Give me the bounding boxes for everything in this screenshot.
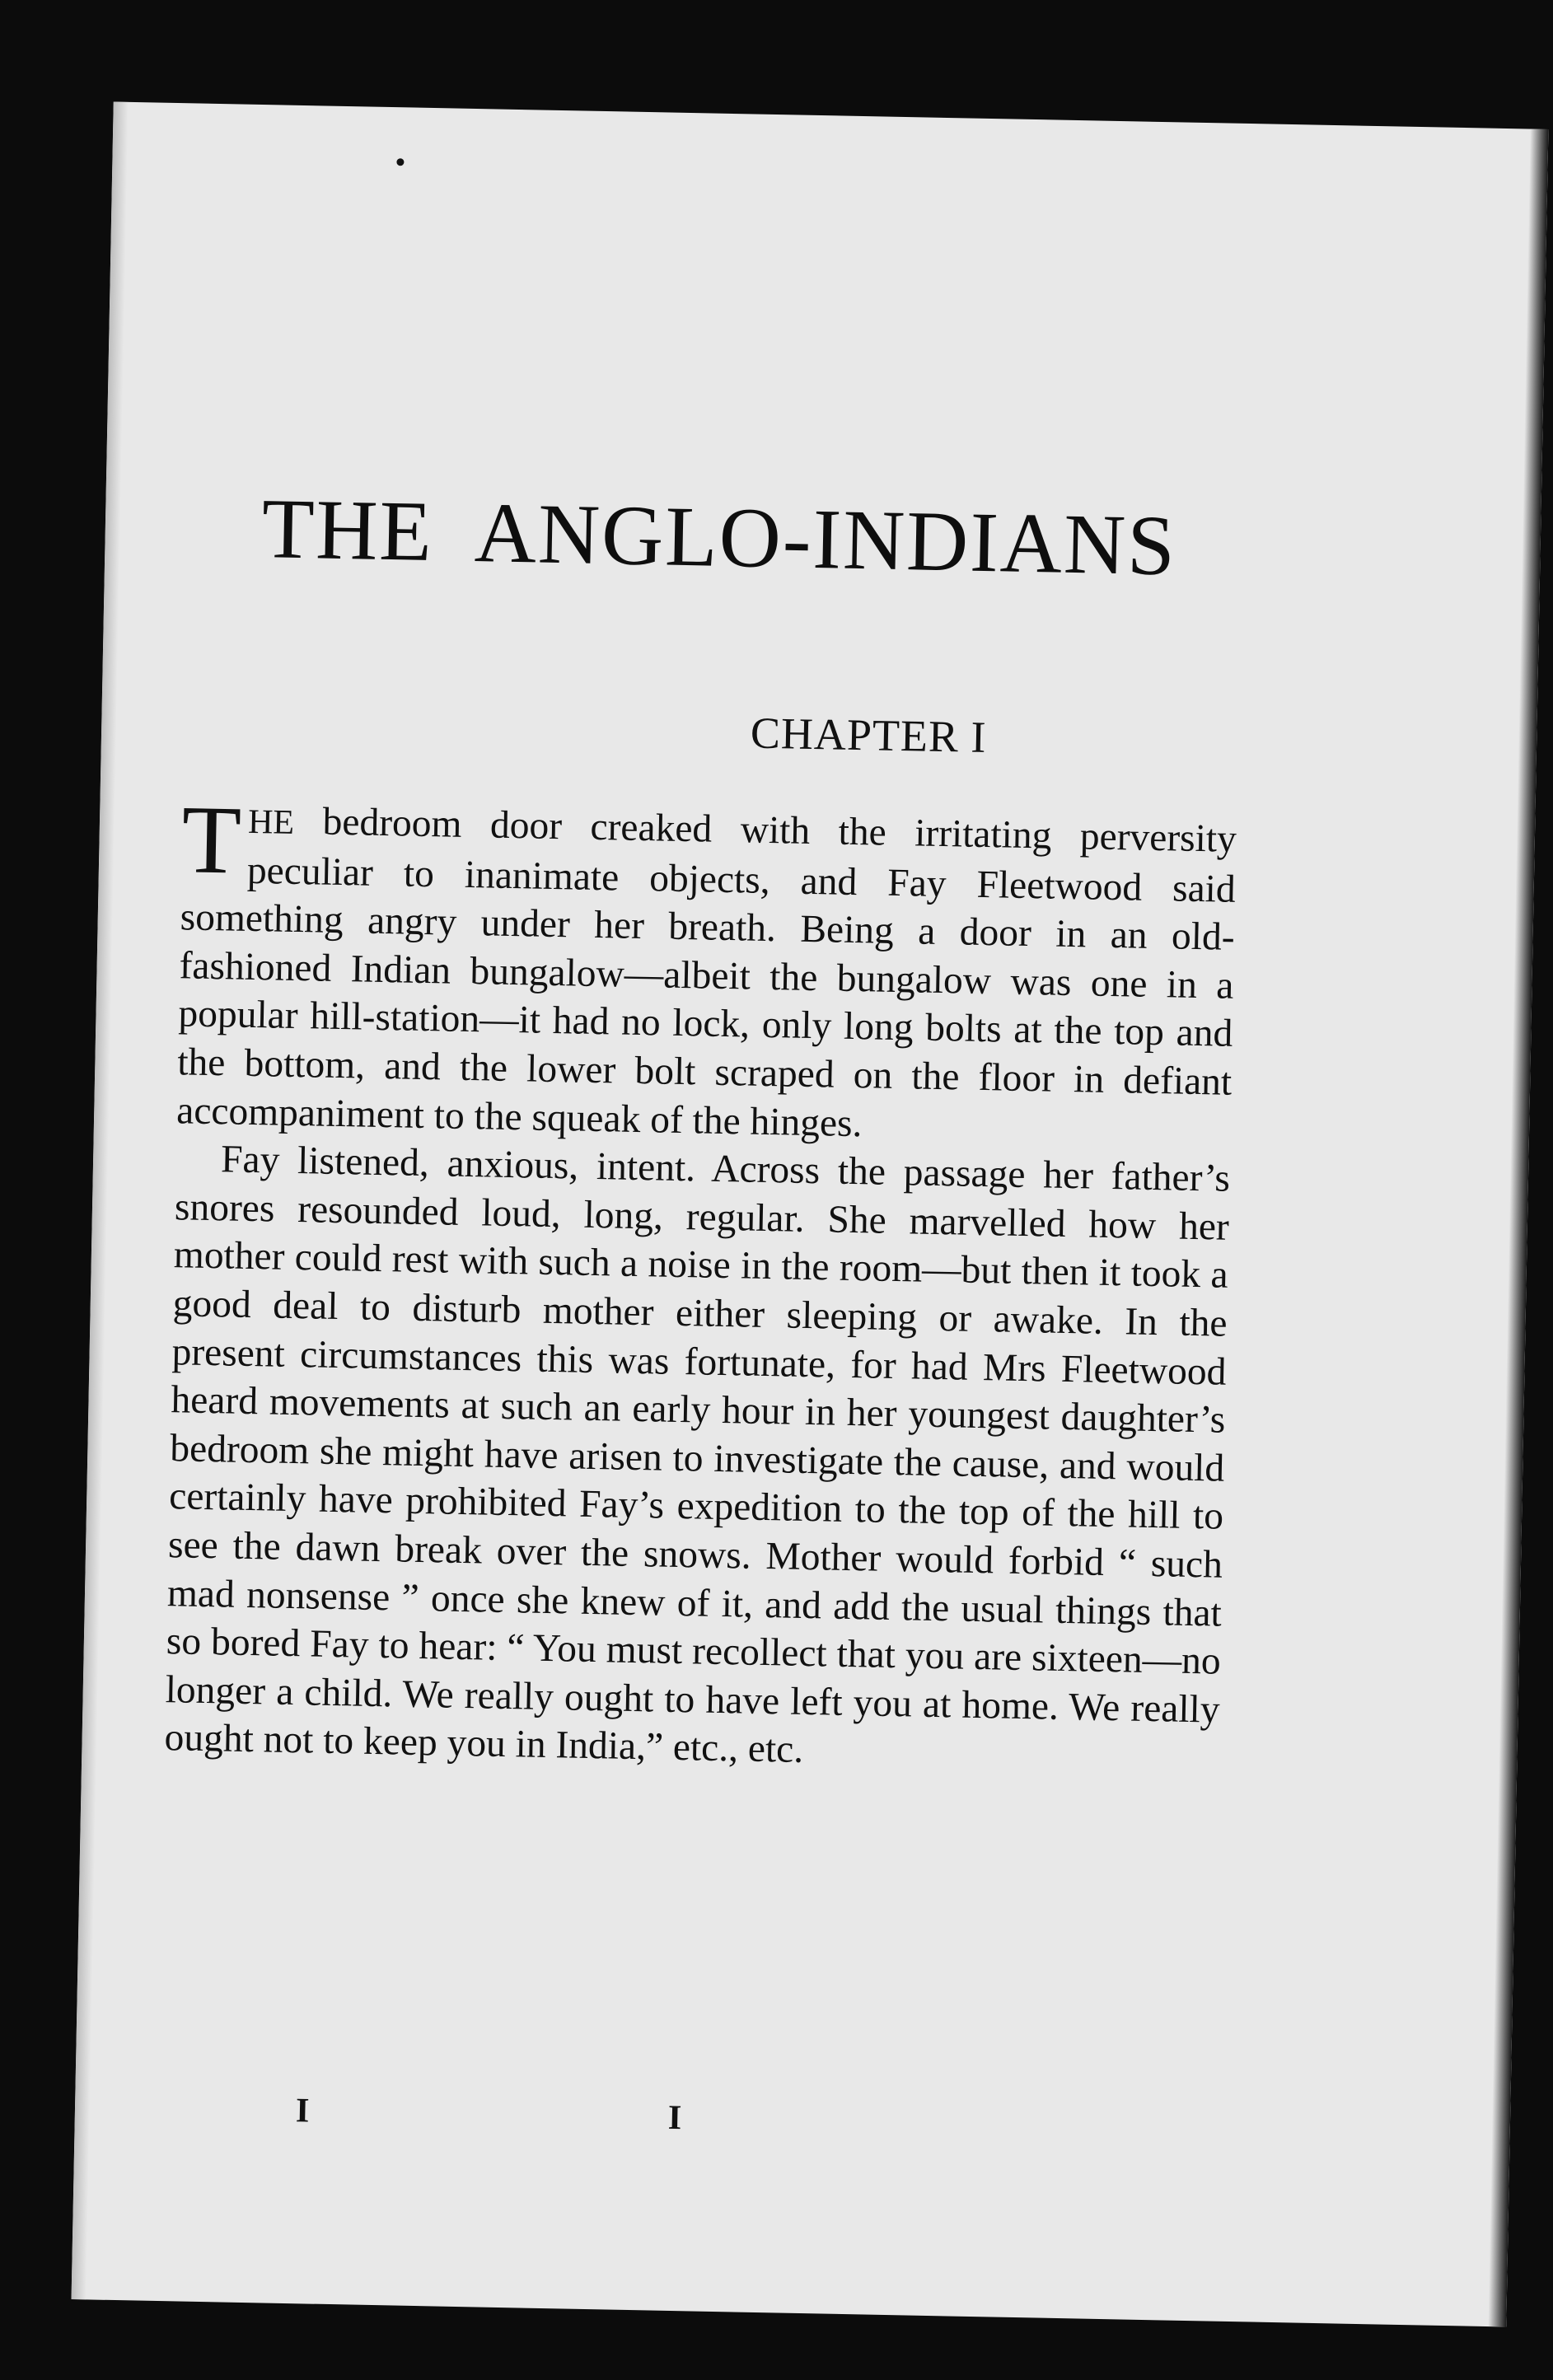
book-title-word-anglo-indians: ANGLO-INDIANS: [473, 485, 1178, 594]
paragraph-1: [175, 785, 1237, 1155]
book-title: [105, 476, 1541, 601]
body-text: [164, 785, 1237, 1782]
opening-small-caps: HE: [247, 802, 295, 842]
book-page: [72, 102, 1549, 2327]
book-title-word-the: THE: [260, 481, 435, 580]
paragraph-2: Fay listened, anxious, intent. Across the passage her father’s snores resounded loud, long, regular. She marvelled how her mother could rest with such a noise in the room—but then it took a good deal to disturb mother either sleeping or awake. In the present circumstances this was fortunate, for had Mrs Fleetwood heard movements at such an early hour in her youngest daughter’s bedroom she might have arisen to investigate the cause, and would certainly have prohibited Fay’s expedition to the top of the hill to see the dawn break over the snows. Mother would forbid “ such mad nonsense ” once she knew of it, and add the usual things that so bored Fay to hear: “ You must recollect that you are sixteen—no longer a child. We really ought to have left you at home. We really ought not to keep you in India,” etc., etc.: [164, 1138, 1231, 1772]
drop-cap: T: [180, 785, 242, 895]
chapter-heading: CHAPTER I: [750, 708, 987, 763]
paragraph-1-text: bedroom door creaked with the irritating perversity peculiar to inanimate objects, and Fay Fleetwood said something angry under her breath. Being a door in an old-fashioned Indian bungalow—albeit the bungalow was one in a popular hill-station—it had no lock, only long bolts at the top and the bottom, and the lower bolt scraped on the floor in defiant accompaniment to the squeak of the hinges.: [175, 799, 1237, 1145]
page-speck: [396, 158, 404, 166]
signature-mark-left: I: [295, 2092, 310, 2130]
page-number: I: [667, 2098, 682, 2138]
